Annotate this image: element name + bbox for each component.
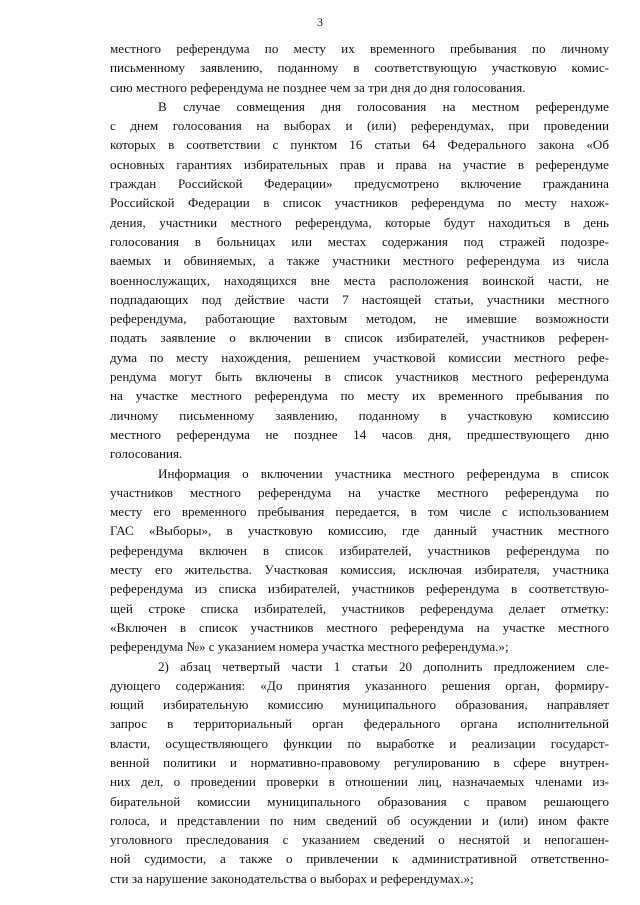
text-line: сти за нарушение законодательства о выборах и референдумах.»; <box>110 870 474 886</box>
text-line: местного референдума не позднее 14 часов дня, предшествующего дню <box>110 426 609 442</box>
text-line: щей строке списка избирателей, участников референдума делает отметку: <box>110 600 609 616</box>
text-line: голосования. <box>110 446 183 462</box>
text-line: референдума включен в список избирателей, участников референдума по <box>110 542 609 558</box>
text-line: референдума №» с указанием номера участка местного референдума.»; <box>110 639 509 655</box>
document-body-text <box>110 39 609 888</box>
text-line: которых в соответствии с пунктом 16 статьи 64 Федерального закона «Об <box>110 137 609 153</box>
text-line: Российской Федерации в список участников референдума по месту нахож- <box>110 195 609 211</box>
text-line: сию местного референдума не позднее чем за три дня до дня голосования. <box>110 79 526 95</box>
text-line: бирательной комиссии муниципального образования с правом решающего <box>110 793 609 809</box>
text-line: голосования в больницах или местах содержания под стражей подозре- <box>110 233 609 249</box>
text-line: участников местного референдума на участке местного референдума по <box>110 484 609 500</box>
text-line: личному письменному заявлению, поданному в участковую комиссию <box>110 407 609 423</box>
text-line: месту его жительства. Участковая комиссия, исключая избирателя, участника <box>110 562 609 578</box>
text-line: на участке местного референдума по месту их временного пребывания по <box>110 388 609 404</box>
text-line: военнослужащих, находящихся вне места расположения воинской части, не <box>110 272 609 288</box>
text-line: запрос в территориальный орган федерального органа исполнительной <box>110 716 609 732</box>
text-line: уголовного преследования с указанием сведений о неснятой и непогашен- <box>110 832 609 848</box>
text-line: ГАС «Выборы», в участковую комиссию, где данный участник местного <box>110 523 609 539</box>
text-line: месту его временного пребывания передается, в том числе с использованием <box>110 504 609 520</box>
text-line: власти, осуществляющего функции по выработке и реализации государст- <box>110 735 609 751</box>
text-line: ваемых и обвиняемых, а также участники местного референдума из числа <box>110 253 609 269</box>
text-line: местного референдума по месту их временного пребывания по личному <box>110 41 609 56</box>
text-line: них дел, о проведении проверки в отношении лиц, назначаемых членами из- <box>110 774 609 790</box>
text-line: дума по месту нахождения, решением участковой комиссии местного рефе- <box>110 349 609 365</box>
text-line: ющий избирательную комиссию муниципального образования, направляет <box>110 697 609 713</box>
text-line: референдума, работающие вахтовым методом, не имевшие возможности <box>110 311 609 327</box>
text-line: голоса, и представлении по ним сведений об осуждении и (или) ином факте <box>110 812 609 828</box>
text-line: венной политики и нормативно-правовому регулированию в сфере внутрен- <box>110 754 609 770</box>
text-line: граждан Российской Федерации» предусмотрено включение гражданина <box>110 176 609 192</box>
text-line: ной судимости, а также о привлечении к административной ответственно- <box>110 851 609 867</box>
text-line: дующего содержания: «До принятия указанного решения орган, формиру- <box>110 677 609 693</box>
paragraph-first-line: В случае совмещения дня голосования на местном референдуме <box>158 98 609 114</box>
text-line: с днем голосования на выборах и (или) референдумах, при проведении <box>110 118 609 134</box>
text-line: референдума из списка избирателей, участников референдума в соответствую- <box>110 581 609 597</box>
text-line: письменному заявлению, поданному в соответствующую участковую комис- <box>110 60 609 76</box>
text-line: подать заявление о включении в список избирателей, участников референ- <box>110 330 609 346</box>
text-line: основных гарантиях избирательных прав и права на участие в референдуме <box>110 156 609 172</box>
text-line: рендума могут быть включены в список участников местного референдума <box>110 369 609 385</box>
text-line: «Включен в список участников местного референдума на участке местного <box>110 619 609 635</box>
paragraph-first-line: Информация о включении участника местного референдума в список <box>158 465 609 481</box>
text-line: дения, участники местного референдума, которые будут находиться в день <box>110 214 609 230</box>
page-number: 3 <box>317 15 323 29</box>
text-line: подпадающих под действие части 7 настоящей статьи, участники местного <box>110 291 609 307</box>
paragraph-first-line: 2) абзац четвертый части 1 статьи 20 дополнить предложением сле- <box>158 658 609 674</box>
